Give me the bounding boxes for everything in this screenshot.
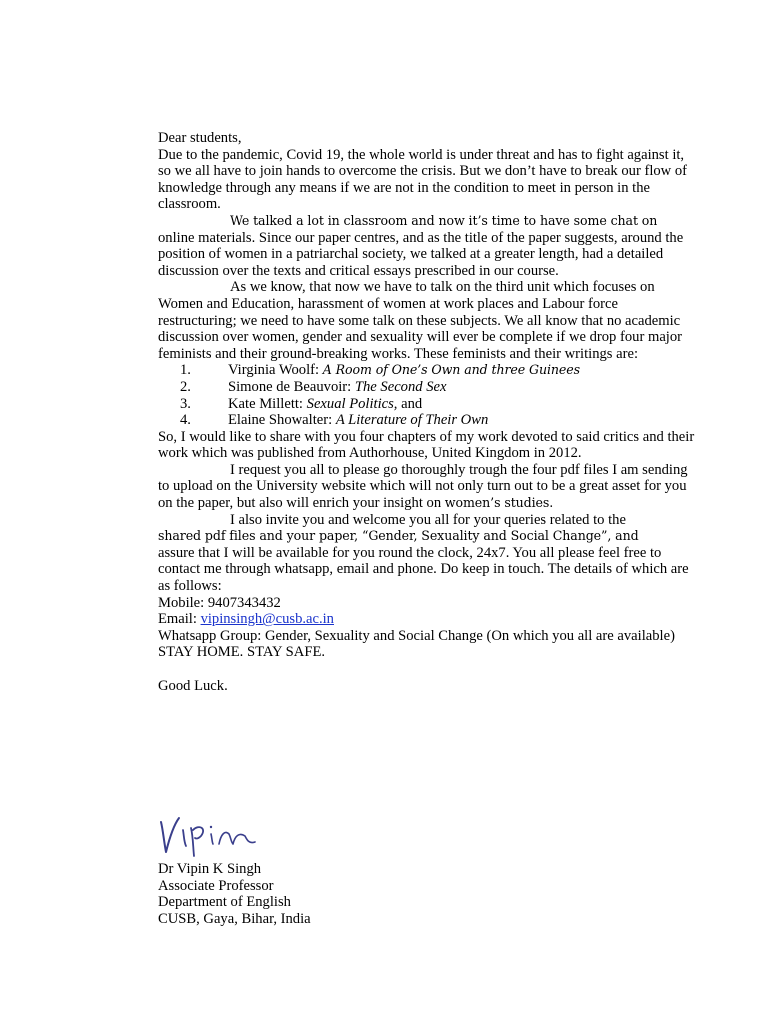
- list-item: [158, 396, 698, 413]
- signature-block: [158, 861, 558, 927]
- request-text-end: women’s studies.: [444, 495, 554, 511]
- work-suffix: and: [397, 395, 423, 412]
- stay-safe: STAY HOME. STAY SAFE.: [158, 644, 326, 661]
- work-author: Virginia Woolf:: [228, 362, 323, 379]
- signature-stroke: [183, 830, 186, 846]
- closing: Good Luck.: [158, 677, 228, 694]
- blank-line: [158, 661, 698, 678]
- signer-name: Dr Vipin K Singh: [158, 861, 262, 877]
- list-number: 4.: [180, 412, 191, 429]
- signature-dot: [210, 826, 212, 828]
- work-author: Elaine Showalter:: [228, 412, 336, 429]
- work-title: The Second Sex: [354, 378, 447, 395]
- email-line: [158, 611, 698, 628]
- work-title: A Room of One’s Own and three Guinees: [322, 362, 580, 378]
- work-title: A Literature of Their Own: [335, 412, 489, 429]
- paragraph-online-materials: online materials. Since our paper centres, and as the title of the paper suggests, around the position of women in a patriarchal society, we talked at a greater length, had a detailed discussion over the texts and critical essays prescribed in our course.: [158, 229, 684, 279]
- signature-stroke: [211, 834, 213, 844]
- signer-position: Associate Professor: [158, 877, 274, 894]
- salutation: Dear students,: [158, 130, 242, 146]
- list-item: [158, 412, 698, 429]
- signature-stroke: [161, 818, 179, 852]
- paragraph-invite: I also invite you and welcome you all for your queries related to the: [230, 511, 626, 528]
- email-link[interactable]: vipinsingh@cusb.ac.in: [200, 611, 334, 628]
- paragraph-invite-contact: assure that I will be available for you round the clock, 24x7. You all please feel free to contact me through whatsapp, email and phone. Do keep in touch. The details of which are as follows:: [158, 544, 689, 595]
- signature-stroke: [219, 832, 255, 844]
- feminist-works-list: [158, 362, 698, 428]
- signer-location: CUSB, Gaya, Bihar, India: [158, 910, 311, 927]
- whatsapp-group: Whatsapp Group: Gender, Sexuality and Social Change (On which you all are available): [158, 627, 675, 644]
- signature-stroke: [191, 827, 203, 856]
- mobile-number: Mobile: 9407343432: [158, 594, 281, 611]
- work-title: Sexual Politics,: [306, 395, 398, 412]
- list-number: 2.: [180, 378, 191, 395]
- list-item: [158, 362, 698, 379]
- list-number: 1.: [180, 362, 191, 379]
- work-author: Simone de Beauvoir:: [228, 378, 355, 395]
- paragraph-third-unit: As we know, that now we have to talk on the third unit which focuses on Women and Education, harassment of women at work places and Labour force restructuring; we need to have some talk on these subjects. We all know that no academic discussion over women, gender and sexuality will ever be complete if we drop four major feminists and their ground-breaking works. These feminists and their writings are:: [158, 279, 683, 362]
- paragraph-invite-paper: shared pdf files and your paper, “Gender, Sexuality and Social Change”, and: [158, 528, 639, 544]
- letter-body: [158, 130, 698, 694]
- request-text: I request you all to please go thoroughly trough the four pdf files I am sending to upload on the University website which will not only turn out to be a great asset for you on the paper, but also will enrich your insight on: [158, 461, 688, 512]
- signature-image: [153, 800, 293, 860]
- work-author: Kate Millett:: [228, 395, 307, 412]
- signer-department: Department of English: [158, 894, 291, 911]
- email-label: Email:: [158, 611, 201, 628]
- list-item: [158, 379, 698, 396]
- signature-strokes: [161, 818, 255, 856]
- paragraph-request: [158, 462, 698, 512]
- paragraph-pandemic: Due to the pandemic, Covid 19, the whole world is under threat and has to fight against it, so we all have to join hands to overcome the crisis. But we don’t have to break our flow of knowledge through any means if we are not in the condition to meet in person in the classroom.: [158, 146, 688, 213]
- paragraph-share-chapters: So, I would like to share with you four chapters of my work devoted to said critics and their work which was published from Authorhouse, United Kingdom in 2012.: [158, 428, 695, 462]
- paragraph-classroom-intro: We talked a lot in classroom and now it’s time to have some chat on: [230, 212, 658, 228]
- list-number: 3.: [180, 395, 191, 412]
